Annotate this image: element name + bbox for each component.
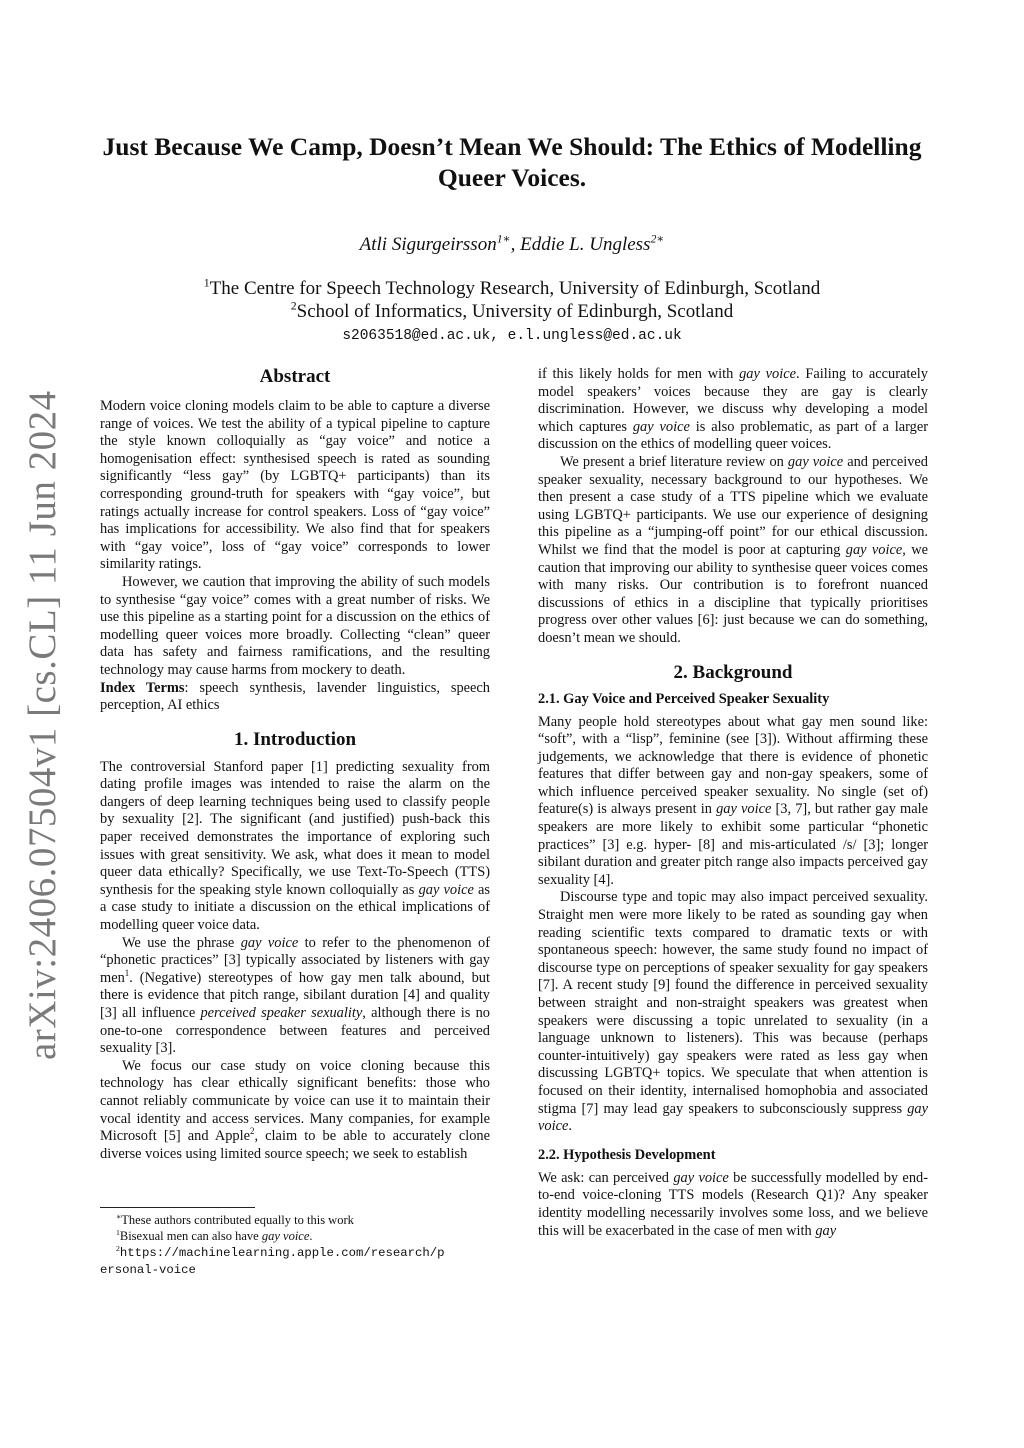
index-terms-text: : speech synthesis, lavender linguistics, speech perception, AI ethics <box>100 679 490 714</box>
intro-p1-emphasis: gay voice <box>418 881 474 898</box>
right-p0-a: if this likely holds for men with <box>538 366 740 382</box>
intro-p2-a: We use the phrase <box>122 934 241 951</box>
footnote-1-emphasis: gay voice <box>261 1229 310 1243</box>
footnote-2-url-line-1[interactable]: https://machinelearning.apple.com/research/p <box>119 1246 445 1260</box>
hypothesis-paragraph-1 <box>538 1170 928 1240</box>
footnote-divider <box>100 1207 255 1208</box>
right-p1-emphasis: gay voice <box>787 453 844 470</box>
footnote-equal-contribution <box>100 1212 490 1228</box>
intro-p2-c: . (Negative) stereotypes of how gay men talk abound, but there is evidence that pitch range, sibilant duration [4] and quality [3] all influence <box>100 969 490 1021</box>
right-p1-b: and perceived speaker sexuality, necessary background to our hypotheses. We then present a case study of a TTS pipeline which we evaluate using LGBTQ+ participants. We use our experience of designing this pipeline as a “jumping-off point” for our ethical discussion. Whilst we find that the model is poor at capturing <box>538 453 928 558</box>
footnote-ref-1[interactable]: 1 <box>124 968 130 979</box>
author-list <box>100 234 924 256</box>
index-terms-label: Index Terms <box>100 679 185 696</box>
bg-p1-b: [3, 7], but rather gay male speakers are more likely to exhibit some particular “phonetic practices” [3] e.g. hyper- [8] and mis-articulated /s/ [3]; longer sibilant duration and greater pitch range also impacts perceived gay sexuality [4]. <box>538 801 928 888</box>
intro-p2-emphasis-1: gay voice <box>240 934 299 951</box>
footnote-ref-2[interactable]: 2 <box>250 1126 255 1137</box>
section-1-heading: 1. Introduction <box>233 728 357 750</box>
author-emails: s2063518@ed.ac.uk, e.l.ungless@ed.ac.uk <box>342 328 682 344</box>
intro-paragraph-3 <box>100 1058 490 1164</box>
right-p1-a: We present a brief literature review on <box>560 453 788 470</box>
right-column <box>538 366 928 1240</box>
intro-p1-end: as a case study to initiate a discussion on the ethical implications of modelling queer voice data. <box>100 881 490 934</box>
bg-p1-a: Many people hold stereotypes about what gay men sound like: “soft”, with a “lisp”, feminine (see [3]). Without affirming these judgements, we acknowledge that there is evidence of phonetic features that differ between gay and non-gay speakers, some of which influence perceived speaker sexuality. No single (set of) feature(s) is always present in <box>538 713 928 818</box>
right-p0-emphasis: gay voice <box>739 366 796 382</box>
hyp-p1-emphasis: gay voice <box>673 1169 729 1186</box>
affiliation-2 <box>100 301 924 323</box>
intro-p3-a: We focus our case study on voice cloning because this technology has clear ethically significant benefits: those who cannot reliably communicate by voice can use it to maintain their vocal identity and access services. Many companies, for example Microsoft [5] and Apple <box>100 1057 490 1145</box>
right-p1-c: , we caution that improving our ability to synthesise queer voices comes with many risks. Our contribution is to forefront nuanced discussions of ethics in a discipline that typically prioritises progress over other values [6]: just because we can do something, doesn’t mean we should. <box>538 541 928 646</box>
intro-p2-b: to refer to the phenomenon of “phonetic practices” [3] typically associated by listeners with gay men <box>100 934 491 986</box>
intro-p1-text: The controversial Stanford paper [1] predicting sexuality from dating profile images was intended to raise the alarm on the dangers of deep learning techniques being used to classify people by sexuality [2]. The significant (and justified) push-back this paper received demonstrates the importance of exploring such issues with great sensitivity. We ask, what does it mean to model queer data ethically? Specifically, we use Text-To-Speech (TTS) synthesis for the speaking style known colloquially as <box>100 758 490 898</box>
subsection-2-1-heading: 2.1. Gay Voice and Perceived Speaker Sexuality <box>538 690 830 707</box>
background-paragraph-2 <box>538 889 928 1135</box>
author-separator: , <box>510 234 521 255</box>
hyp-p1-a: We ask: can perceived <box>538 1169 674 1186</box>
author-1: Atli Sigurgeirsson <box>359 234 497 255</box>
intro-p2-emphasis-2: perceived speaker sexuality <box>200 1005 363 1021</box>
footnote-star-text: These authors contributed equally to this work <box>121 1213 354 1227</box>
right-p0-emphasis-2: gay voice <box>632 418 690 435</box>
footnote-1-text: Bisexual men can also have <box>119 1229 262 1243</box>
intro-paragraph-4 <box>538 454 928 648</box>
intro-paragraph-3-continued <box>538 366 928 454</box>
abstract-paragraph-1: Modern voice cloning models claim to be able to capture a diverse range of voices. We test the ability of a typical pipeline to capture the style known colloquially as “gay voice” and notice a homogenisation effect: synthesised speech is rated as sounding significantly “less gay” (by LGBTQ+ participants) than its corresponding ground-truth for speakers with “gay voice”, but ratings actually increase for control speakers. Loss of “gay voice” has implications for accessibility. We also find that for speakers with “gay voice”, loss of “gay voice” corresponds to lower similarity ratings. <box>100 398 490 573</box>
affiliation-1-mark: 1 <box>203 276 210 290</box>
left-column <box>100 366 490 1163</box>
right-p1-emphasis-2: gay voice <box>845 541 903 558</box>
intro-p3-b: , claim to be able to accurately clone diverse voices using limited source speech; we seek to establish <box>100 1128 490 1162</box>
bg-p1-emphasis: gay voice <box>716 801 772 818</box>
footnote-2-continued <box>100 1261 490 1278</box>
footnote-2 <box>100 1244 490 1261</box>
arxiv-identifier-stamp: arXiv:2406.07504v1 [cs.CL] 11 Jun 2024 <box>21 390 64 1060</box>
index-terms <box>100 680 490 715</box>
affiliation-2-mark: 2 <box>290 299 297 313</box>
bg-p2-b: . <box>568 1118 572 1135</box>
bg-p2-emphasis: gay voice <box>538 1100 928 1135</box>
footnote-2-url-line-2[interactable]: ersonal-voice <box>100 1263 196 1277</box>
footnote-1-end: . <box>309 1229 313 1243</box>
subsection-2-2-heading: 2.2. Hypothesis Development <box>538 1146 716 1163</box>
bg-p2-a: Discourse type and topic may also impact perceived sexuality. Straight men were more likely to be rated as sounding gay when reading scientific texts compared to dramatic texts or with spontaneous speech: however, the same study found no impact of discourse type on perceptions of speaker sexuality for gay speakers [7]. A recent study [9] found the difference in perceived sexuality between straight and non-straight speakers was greatest when speakers were discussing a topic unrelated to sexuality (in a language unknown to listeners). This was because (perhaps counter-intuitively) gay speakers were rated as less gay when discussing LGBTQ+ topics. We speculate that when attention is focused on their identity, internalised homophobia and associated stigma [7] may lead gay speakers to subconsciously suppress <box>538 889 928 1117</box>
author-2-mark: 2∗ <box>650 232 665 246</box>
right-p0-c: is also problematic, as part of a larger discussion on the ethics of modelling queer voices. <box>538 418 928 453</box>
hyp-p1-b: be successfully modelled by end-to-end voice-cloning TTS models (Research Q1)? Any speaker identity modelling necessarily involves some loss, and we believe this will be exacerbated in the case of men with <box>538 1169 929 1239</box>
abstract-paragraph-2: However, we caution that improving the ability of such models to synthesise “gay voice” comes with a great number of risks. We use this pipeline as a starting point for a discussion on the ethics of modelling queer voices more broadly. Collecting “clean” queer data has safety and fairness ramifications, and the resulting technology may cause harms from mockery to death. <box>100 573 490 678</box>
author-2: Eddie L. Ungless <box>520 234 651 255</box>
footnote-1 <box>100 1228 490 1244</box>
section-2-heading: 2. Background <box>673 661 793 683</box>
footnote-star-mark: ∗ <box>116 1211 122 1221</box>
affiliation-1-text: The Centre for Speech Technology Research, University of Edinburgh, Scotland <box>209 278 821 299</box>
author-1-mark: 1∗ <box>496 232 511 246</box>
title-line-2: Queer Voices. <box>437 163 587 192</box>
abstract-heading: Abstract <box>259 366 331 387</box>
affiliation-1 <box>100 278 924 300</box>
hyp-p1-emphasis-2: gay <box>815 1222 837 1239</box>
footnote-1-mark: 1 <box>116 1227 120 1237</box>
intro-p2-d: , although there is no one-to-one correspondence between features and perceived sexuality [3]. <box>100 1005 490 1057</box>
right-p0-b: . Failing to accurately model speakers’ voices because they are gay is clearly discrimination. However, we discuss why developing a model which captures <box>538 366 928 435</box>
footnotes <box>100 1207 490 1278</box>
background-paragraph-1 <box>538 714 928 890</box>
affiliation-2-text: School of Informatics, University of Edinburgh, Scotland <box>296 301 734 322</box>
intro-paragraph-1 <box>100 759 490 935</box>
footnote-2-mark: 2 <box>116 1243 120 1253</box>
paper-title <box>100 131 924 193</box>
intro-paragraph-2 <box>100 935 490 1058</box>
title-line-1: Just Because We Camp, Doesn’t Mean We Should: The Ethics of Modelling <box>102 132 922 161</box>
